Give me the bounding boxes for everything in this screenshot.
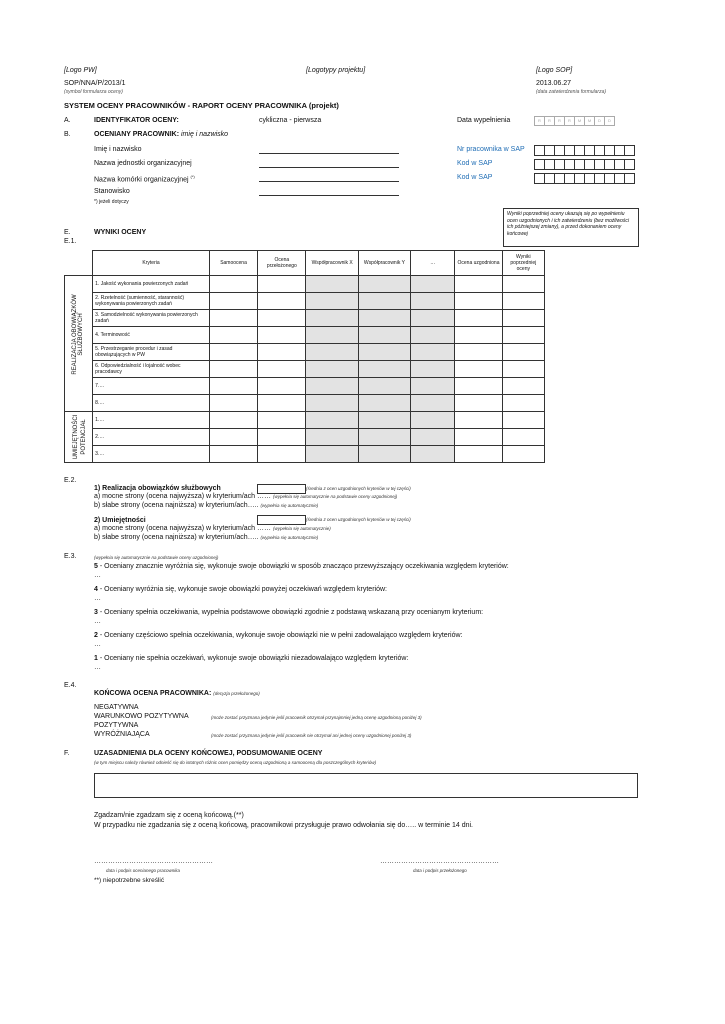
rating-conditional-note: (może zostać przyznana jedynie jeśli pracownik otrzymał przynajmniej jedną ocenę uzgodnioną poniżej 3) xyxy=(211,715,422,720)
rating-level-text: - Oceniany wyróżnia się, wykonuje swoje obowiązki powyżej oczekiwań względem kryteriów: xyxy=(97,586,387,593)
header-self: Samoocena xyxy=(209,251,257,276)
position-field[interactable] xyxy=(259,195,399,196)
self-score-cell[interactable] xyxy=(209,446,257,463)
rating-distinguished[interactable]: WYRÓŻNIAJĄCA xyxy=(94,731,150,738)
self-score-cell[interactable] xyxy=(209,412,257,429)
more-cell[interactable] xyxy=(411,327,455,344)
section-b-label: OCENIANY PRACOWNIK: xyxy=(94,131,180,138)
unit-label: Nazwa jednostki organizacyjnej xyxy=(94,160,192,167)
table-row xyxy=(65,276,545,293)
date-box[interactable]: R xyxy=(554,116,565,126)
more-cell[interactable] xyxy=(411,395,455,412)
agreed-score-cell[interactable] xyxy=(455,276,502,293)
fill-date-label: Data wypełnienia xyxy=(457,117,511,124)
criterion-cell: 5. Przestrzeganie procedur i zasad obowiązujących w PW xyxy=(93,344,210,361)
supervisor-score-cell[interactable] xyxy=(258,378,306,395)
date-box[interactable]: R xyxy=(564,116,575,126)
fill-date-field[interactable] xyxy=(534,116,614,126)
coworker-x-cell[interactable] xyxy=(306,293,358,310)
supervisor-score-cell[interactable] xyxy=(258,361,306,378)
criterion-cell: 1.… xyxy=(93,412,210,429)
cell-label-text: Nazwa komórki organizacyjnej xyxy=(94,176,189,184)
agreed-score-cell[interactable] xyxy=(455,446,502,463)
previous-score-cell xyxy=(502,412,544,429)
table-row xyxy=(65,310,545,327)
coworker-x-cell[interactable] xyxy=(306,395,358,412)
agreed-score-cell[interactable] xyxy=(455,344,502,361)
date-box[interactable]: M xyxy=(584,116,595,126)
justification-field[interactable] xyxy=(94,773,638,798)
duties-weaknesses-text: b) słabe strony (ocena najniższa) w kryterium/ach….. xyxy=(94,502,259,509)
agreed-score-cell[interactable] xyxy=(455,361,502,378)
criterion-cell: 3.… xyxy=(93,446,210,463)
coworker-y-cell[interactable] xyxy=(358,276,410,293)
rating-positive[interactable]: POZYTYWNA xyxy=(94,722,139,729)
supervisor-score-cell[interactable] xyxy=(258,429,306,446)
coworker-y-cell[interactable] xyxy=(358,361,410,378)
rating-level-text: - Oceniany spełnia oczekiwania, wypełnia podstawowe obowiązki zgodnie z podstawą wskazaną przy ocenianym kryterium: xyxy=(97,609,484,616)
coworker-x-cell[interactable] xyxy=(306,429,358,446)
supervisor-signature-line[interactable]: …………………………………………… xyxy=(380,858,499,865)
more-cell[interactable] xyxy=(411,344,455,361)
employee-signature-label: data i podpis ocenianego pracownika xyxy=(106,868,181,873)
name-label: Imię i nazwisko xyxy=(94,146,142,153)
previous-score-cell xyxy=(502,361,544,378)
section-a-label: IDENTYFIKATOR OCENY: xyxy=(94,117,179,124)
criterion-cell: 7.… xyxy=(93,378,210,395)
rating-level-criteria: … xyxy=(94,641,101,648)
rating-level-description xyxy=(94,655,408,662)
rating-level-text: - Oceniany znacznie wyróżnia się, wykonuje swoje obowiązki w sposób znacząco przewyższający oczekiwania względem kryteriów: xyxy=(97,563,509,570)
header-supervisor: Ocena przełożonego xyxy=(258,251,306,276)
section-b-label-italic: imię i nazwisko xyxy=(181,131,229,138)
previous-results-note xyxy=(503,208,639,247)
previous-score-cell xyxy=(502,276,544,293)
date-box[interactable]: R xyxy=(544,116,555,126)
form-date: 2013.06.27 xyxy=(536,80,572,87)
date-box[interactable]: R xyxy=(534,116,545,126)
cell-label-sup: (*) xyxy=(190,174,195,179)
duties-summary-title: 1) Realizacja obowiązków służbowych xyxy=(94,485,221,492)
justification-note: (w tym miejscu należy również odnieść się do istotnych różnic ocen pomiędzy oceną uzgodnioną a samooceną dla poszczególnych kryteriów) xyxy=(94,760,377,765)
table-row xyxy=(65,395,545,412)
unit-sap-label: Kod w SAP xyxy=(457,160,493,167)
coworker-y-cell[interactable] xyxy=(358,344,410,361)
table-row xyxy=(65,429,545,446)
table-row xyxy=(65,446,545,463)
agreed-score-cell[interactable] xyxy=(455,412,502,429)
agreed-score-cell[interactable] xyxy=(455,310,502,327)
section-e-title: WYNIKI OCENY xyxy=(94,229,147,236)
e3-note: (wypełnia się automatycznie na podstawie oceny uzgodnionej) xyxy=(94,555,219,560)
logo-pw: [Logo PW] xyxy=(64,67,97,74)
rating-level-criteria: … xyxy=(94,664,101,671)
table-row xyxy=(65,378,545,395)
rating-level-description xyxy=(94,609,483,616)
self-score-cell[interactable] xyxy=(209,310,257,327)
coworker-x-cell[interactable] xyxy=(306,378,358,395)
date-box[interactable]: D xyxy=(604,116,615,126)
more-cell[interactable] xyxy=(411,429,455,446)
section-e3-label: E.3. xyxy=(64,553,77,560)
unit-sap-field[interactable] xyxy=(534,159,634,170)
rating-level-criteria: … xyxy=(94,572,101,579)
skills-summary-title: 2) Umiejętności xyxy=(94,517,146,524)
criterion-cell: 2.… xyxy=(93,429,210,446)
previous-score-cell xyxy=(502,446,544,463)
logo-sop: [Logo SOP] xyxy=(536,67,573,74)
table-header-row xyxy=(65,251,545,276)
criterion-cell: 1. Jakość wykonania powierzonych zadań xyxy=(93,276,210,293)
supervisor-score-cell[interactable] xyxy=(258,344,306,361)
justification-title: UZASADNIENIA DLA OCENY KOŃCOWEJ, PODSUMOWANIE OCENY xyxy=(94,750,323,757)
section-f-label: F. xyxy=(64,750,70,757)
section-b-letter: B. xyxy=(64,131,71,138)
self-score-cell[interactable] xyxy=(209,361,257,378)
criterion-cell: 4. Terminowość xyxy=(93,327,210,344)
more-cell[interactable] xyxy=(411,310,455,327)
rating-level-criteria: … xyxy=(94,618,101,625)
more-cell[interactable] xyxy=(411,276,455,293)
rating-level-criteria: … xyxy=(94,595,101,602)
section-b-heading xyxy=(94,131,228,138)
agreed-score-cell[interactable] xyxy=(455,429,502,446)
skills-strengths-text: a) mocne strony (ocena najwyższa) w kryterium/ach …… xyxy=(94,525,271,532)
more-cell[interactable] xyxy=(411,446,455,463)
header-previous: Wyniki poprzedniej oceny xyxy=(502,251,544,276)
header-coworker-y: Współpracownik Y xyxy=(358,251,410,276)
previous-results-note-text: Wyniki poprzedniej oceny ukazują się po wypełnieniu ocen uzgodnionych i ich zatwierdzeniu (bez możliwości ich późniejszej zmiany), a przed dokonaniem oceny końcowej xyxy=(507,211,630,237)
rating-level-number: 2 xyxy=(94,632,98,639)
supervisor-score-cell[interactable] xyxy=(258,327,306,344)
rating-level-text: - Oceniany częściowo spełnia oczekiwania, wykonuje swoje obowiązki nie w pełni zadowalająco względem kryteriów: xyxy=(97,632,463,639)
employee-signature-line[interactable]: …………………………………………… xyxy=(94,858,213,865)
section-a-letter: A. xyxy=(64,117,71,124)
coworker-y-cell[interactable] xyxy=(358,293,410,310)
final-rating-title: KOŃCOWA OCENA PRACOWNIKA: xyxy=(94,690,212,697)
rating-level-text: - Oceniany nie spełnia oczekiwań, wykonuje swoje obowiązki niezadowalająco względem kryteriów: xyxy=(97,655,409,662)
form-date-label: (data zatwierdzenia formularza) xyxy=(536,89,607,95)
table-row xyxy=(65,412,545,429)
more-cell[interactable] xyxy=(411,378,455,395)
cell-sap-label: Kod w SAP xyxy=(457,174,493,181)
duties-average-note: (średnia z ocen uzgodnionych kryteriów w tej części) xyxy=(306,486,411,491)
agree-statement: Zgadzam/nie zgadzam się z oceną końcową.(**) xyxy=(94,812,244,819)
self-score-cell[interactable] xyxy=(209,293,257,310)
logo-project: [Logotypy projektu] xyxy=(306,67,366,74)
coworker-y-cell[interactable] xyxy=(358,446,410,463)
coworker-y-cell[interactable] xyxy=(358,395,410,412)
skills-weaknesses-note: (wypełnia się automatycznie) xyxy=(260,535,319,540)
table-row xyxy=(65,293,545,310)
section-e1-label: E.1. xyxy=(64,238,77,245)
coworker-y-cell[interactable] xyxy=(358,429,410,446)
form-symbol: SOP/NNA/P/2013/1 xyxy=(64,80,126,87)
previous-score-cell xyxy=(502,344,544,361)
self-score-cell[interactable] xyxy=(209,429,257,446)
supervisor-signature-label: data i podpis przełożonego xyxy=(413,868,467,873)
skills-average-note: (średnia z ocen uzgodnionych kryteriów w tej części) xyxy=(306,517,411,522)
previous-score-cell xyxy=(502,310,544,327)
coworker-x-cell[interactable] xyxy=(306,361,358,378)
coworker-x-cell[interactable] xyxy=(306,327,358,344)
duties-weaknesses-note: (wypełnia się automatycznie) xyxy=(260,503,319,508)
final-rating-heading xyxy=(94,690,260,697)
self-score-cell[interactable] xyxy=(209,344,257,361)
supervisor-score-cell[interactable] xyxy=(258,310,306,327)
coworker-x-cell[interactable] xyxy=(306,344,358,361)
more-cell[interactable] xyxy=(411,293,455,310)
supervisor-score-cell[interactable] xyxy=(258,395,306,412)
coworker-y-cell[interactable] xyxy=(358,412,410,429)
section-b-footnote: *) jeżeli dotyczy xyxy=(94,199,129,205)
header-agreed: Ocena uzgodniona xyxy=(455,251,502,276)
cell-field[interactable] xyxy=(259,181,399,182)
header-more: … xyxy=(411,251,455,276)
date-box[interactable]: D xyxy=(594,116,605,126)
section-e4-label: E.4. xyxy=(64,682,77,689)
duties-strengths-text: a) mocne strony (ocena najwyższa) w kryterium/ach …… xyxy=(94,493,271,500)
coworker-x-cell[interactable] xyxy=(306,412,358,429)
duties-weaknesses xyxy=(94,502,318,509)
sap-number-field[interactable] xyxy=(534,145,634,156)
skills-average-field[interactable] xyxy=(257,515,306,525)
date-box[interactable]: M xyxy=(574,116,585,126)
duties-strengths-note: (wypełnia się automatycznie na podstawie oceny uzgodnionej) xyxy=(272,494,398,499)
previous-score-cell xyxy=(502,429,544,446)
criterion-cell: 2. Rzetelność (sumienność, staranność) wykonywania powierzonych zadań xyxy=(93,293,210,310)
assessment-type-value: cykliczna - pierwsza xyxy=(259,117,322,124)
rating-level-number: 5 xyxy=(94,563,98,570)
skills-strengths-note: (wypełnia się automatycznie) xyxy=(272,526,331,531)
rating-conditional[interactable]: WARUNKOWO POZYTYWNA xyxy=(94,713,189,720)
duties-strengths xyxy=(94,493,397,500)
agreed-score-cell[interactable] xyxy=(455,327,502,344)
agreed-score-cell[interactable] xyxy=(455,395,502,412)
section-e2-label: E.2. xyxy=(64,477,77,484)
more-cell[interactable] xyxy=(411,412,455,429)
results-table xyxy=(64,250,545,463)
header-coworker-x: Współpracownik X xyxy=(306,251,358,276)
self-score-cell[interactable] xyxy=(209,327,257,344)
group-label-duties: REALIZACJA OBOWIĄZKÓW SŁUŻBOWYCH xyxy=(72,294,84,375)
coworker-x-cell[interactable] xyxy=(306,446,358,463)
rating-distinguished-note: (może zostać przyznana jedynie jeśli pracownik nie otrzymał ani jednej oceny uzgodnionej poniżej 3) xyxy=(211,733,412,738)
coworker-y-cell[interactable] xyxy=(358,310,410,327)
self-score-cell[interactable] xyxy=(209,395,257,412)
more-cell[interactable] xyxy=(411,361,455,378)
rating-level-description xyxy=(94,632,462,639)
skills-strengths xyxy=(94,525,331,532)
criterion-cell: 3. Samodzielność wykonywania powierzonych zadań xyxy=(93,310,210,327)
group-header-cell xyxy=(65,251,93,276)
previous-score-cell xyxy=(502,395,544,412)
coworker-y-cell[interactable] xyxy=(358,378,410,395)
supervisor-score-cell[interactable] xyxy=(258,412,306,429)
coworker-y-cell[interactable] xyxy=(358,327,410,344)
rating-level-number: 4 xyxy=(94,586,98,593)
table-row xyxy=(65,344,545,361)
header-criteria: Kryteria xyxy=(93,251,210,276)
criterion-cell: 6. Odpowiedzialność i lojalność wobec pracodawcy xyxy=(93,361,210,378)
supervisor-score-cell[interactable] xyxy=(258,446,306,463)
rating-level-number: 1 xyxy=(94,655,98,662)
supervisor-score-cell[interactable] xyxy=(258,276,306,293)
agreed-score-cell[interactable] xyxy=(455,378,502,395)
section-e-letter: E. xyxy=(64,229,71,236)
appeal-statement: W przypadku nie zgadzania się z oceną końcową, pracownikowi przysługuje prawo odwołania się do….. w terminie 14 dni. xyxy=(94,822,473,829)
self-score-cell[interactable] xyxy=(209,378,257,395)
rating-level-description xyxy=(94,563,509,570)
coworker-x-cell[interactable] xyxy=(306,310,358,327)
position-label: Stanowisko xyxy=(94,188,130,195)
self-score-cell[interactable] xyxy=(209,276,257,293)
table-row xyxy=(65,361,545,378)
cell-sap-field[interactable] xyxy=(534,173,634,184)
sap-number-label: Nr pracownika w SAP xyxy=(457,146,525,153)
rating-level-number: 3 xyxy=(94,609,98,616)
final-rating-note: (decyzja przełożonego) xyxy=(213,691,260,696)
rating-negative[interactable]: NEGATYWNA xyxy=(94,704,139,711)
previous-score-cell xyxy=(502,327,544,344)
skills-weaknesses-text: b) słabe strony (ocena najniższa) w kryterium/ach….. xyxy=(94,534,259,541)
coworker-x-cell[interactable] xyxy=(306,276,358,293)
group-label-skills: UMIEJĘTNOŚCI POTENCJAŁ xyxy=(73,414,87,460)
skills-weaknesses xyxy=(94,534,318,541)
agreed-score-cell[interactable] xyxy=(455,293,502,310)
name-field[interactable] xyxy=(259,153,399,154)
table-row xyxy=(65,327,545,344)
criterion-cell: 8.… xyxy=(93,395,210,412)
form-symbol-label: (symbol formularza oceny) xyxy=(64,89,123,95)
cell-label xyxy=(94,174,195,183)
footer-footnote: **) niepotrzebne skreślić xyxy=(94,877,165,884)
unit-field[interactable] xyxy=(259,167,399,168)
supervisor-score-cell[interactable] xyxy=(258,293,306,310)
previous-score-cell xyxy=(502,293,544,310)
previous-score-cell xyxy=(502,378,544,395)
rating-level-description xyxy=(94,586,387,593)
page-title: SYSTEM OCENY PRACOWNIKÓW - RAPORT OCENY PRACOWNIKA (projekt) xyxy=(64,101,339,110)
